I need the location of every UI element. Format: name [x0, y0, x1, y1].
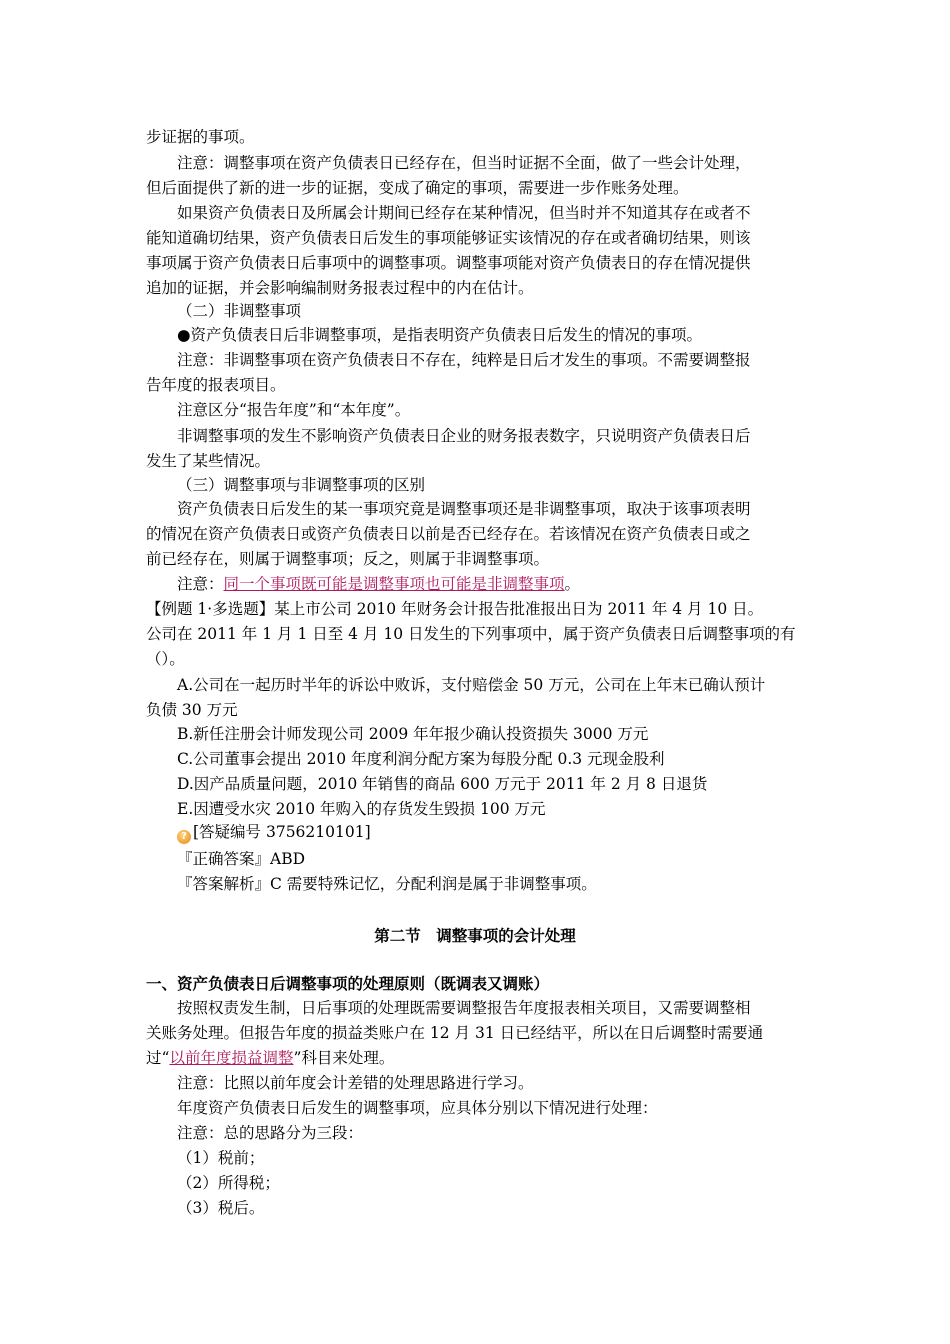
example-title: 【例题 1·多选题】某上市公司 2010 年财务会计报告批准报出日为 2011 年 4 月 10 日。 — [146, 600, 764, 618]
text-suffix: ”科目来处理。 — [293, 1049, 395, 1067]
highlight-link[interactable]: 以前年度损益调整 — [169, 1049, 294, 1067]
option-a-cont: 负债 30 万元 — [146, 701, 238, 719]
highlight-link[interactable]: 同一个事项既可能是调整事项也可能是非调整事项 — [223, 575, 565, 593]
option-c: C.公司董事会提出 2010 年度利润分配方案为每股分配 0.3 元现金股利 — [177, 750, 665, 768]
question-icon[interactable]: ? — [177, 830, 191, 844]
option-a: A.公司在一起历时半年的诉讼中败诉，支付赔偿金 50 万元，公司在上年末已确认预计 — [177, 676, 766, 694]
text-line — [146, 1046, 394, 1070]
section-title: 第二节 调整事项的会计处理 — [374, 927, 576, 945]
option-d: D.因产品质量问题，2010 年销售的商品 600 万元于 2011 年 2 月 8 日退货 — [177, 775, 708, 793]
text-line: 追加的证据，并会影响编制财务报表过程中的内在估计。 — [146, 279, 534, 297]
section-subtitle: （二）非调整事项 — [177, 302, 302, 320]
text-line: 的情况在资产负债表日或资产负债表日以前是否已经存在。若该情况在资产负债表日或之 — [146, 525, 751, 543]
text-line: （）。 — [146, 650, 185, 668]
text-line: 告年度的报表项目。 — [146, 376, 286, 394]
option-e: E.因遭受水灾 2010 年购入的存货发生毁损 100 万元 — [177, 800, 546, 818]
list-item: （3）税后。 — [177, 1199, 265, 1217]
text-line: 按照权责发生制，日后事项的处理既需要调整报告年度报表相关项目，又需要调整相 — [177, 999, 751, 1017]
text-line: 关账务处理。但报告年度的损益类账户在 12 月 31 日已经结平，所以在日后调整时需要通 — [146, 1024, 764, 1042]
section-subtitle: （三）调整事项与非调整事项的区别 — [177, 476, 426, 494]
text-prefix: 过“ — [146, 1049, 170, 1067]
text-line: 公司在 2011 年 1 月 1 日至 4 月 10 日发生的下列事项中，属于资产负债表日后调整事项的有 — [146, 625, 796, 643]
text-line: 注意：调整事项在资产负债表日已经存在，但当时证据不全面，做了一些会计处理， — [177, 154, 751, 172]
list-item: （1）税前； — [177, 1149, 265, 1167]
text-line: 注意：非调整事项在资产负债表日不存在，纯粹是日后才发生的事项。不需要调整报 — [177, 351, 751, 369]
text-line: 如果资产负债表日及所属会计期间已经存在某种情况，但当时并不知道其存在或者不 — [177, 204, 751, 222]
correct-answer: 『正确答案』ABD — [177, 850, 306, 868]
answer-explanation: 『答案解析』C 需要特殊记忆，分配利润是属于非调整事项。 — [177, 875, 597, 893]
text-line: 发生了某些情况。 — [146, 452, 271, 470]
note-prefix: 注意： — [177, 575, 224, 593]
text-line: 非调整事项的发生不影响资产负债表日企业的财务报表数字，只说明资产负债表日后 — [177, 427, 751, 445]
text-line: 注意：总的思路分为三段： — [177, 1124, 364, 1142]
list-item: （2）所得税； — [177, 1174, 280, 1192]
text-line: 事项属于资产负债表日后事项中的调整事项。调整事项能对资产负债表日的存在情况提供 — [146, 254, 751, 272]
text-line: 但后面提供了新的进一步的证据，变成了确定的事项，需要进一步作账务处理。 — [146, 179, 689, 197]
qa-number: [答疑编号 3756210101] — [193, 823, 371, 841]
note-line — [177, 572, 580, 596]
option-b: B.新任注册会计师发现公司 2009 年年报少确认投资损失 3000 万元 — [177, 725, 649, 743]
text-line: 注意区分“报告年度”和“本年度”。 — [177, 401, 411, 419]
text-line: 步证据的事项。 — [146, 128, 255, 146]
text-line: 能知道确切结果，资产负债表日后发生的事项能够证实该情况的存在或者确切结果，则该 — [146, 229, 751, 247]
text-line: ●资产负债表日后非调整事项，是指表明资产负债表日后发生的情况的事项。 — [177, 326, 703, 344]
qa-number-line — [177, 820, 371, 844]
text-line: 前已经存在，则属于调整事项；反之，则属于非调整事项。 — [146, 550, 550, 568]
text-line: 注意：比照以前年度会计差错的处理思路进行学习。 — [177, 1074, 534, 1092]
text-line: 年度资产负债表日后发生的调整事项，应具体分别以下情况进行处理： — [177, 1099, 658, 1117]
text-line: 资产负债表日后发生的某一事项究竟是调整事项还是非调整事项，取决于该事项表明 — [177, 500, 751, 518]
note-suffix: 。 — [564, 575, 581, 593]
sub-heading: 一、资产负债表日后调整事项的处理原则（既调表又调账） — [146, 975, 550, 993]
